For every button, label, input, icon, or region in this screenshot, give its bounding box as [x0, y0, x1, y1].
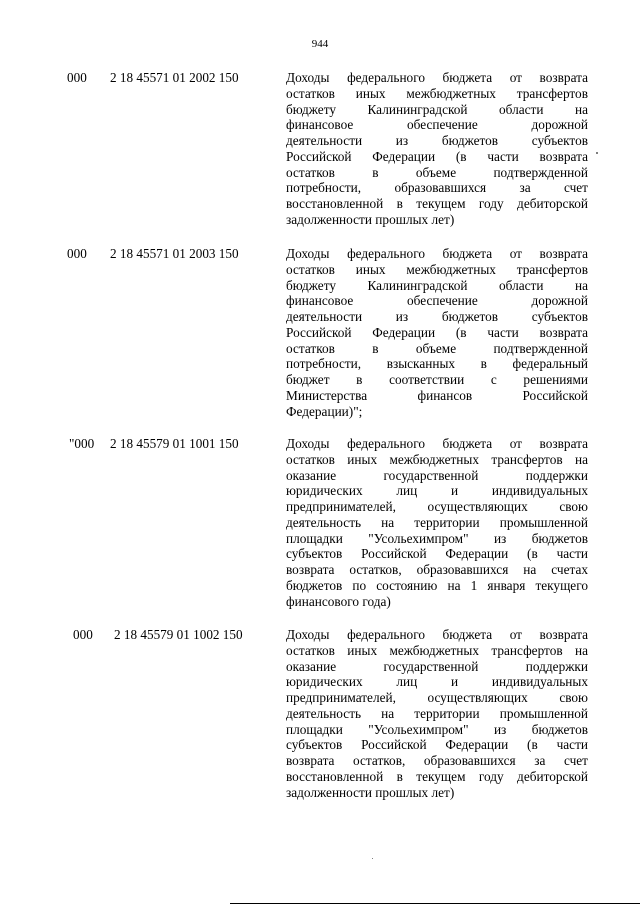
description-line: площадки "Усольехимпром" из бюджетов — [286, 721, 588, 737]
description-line: остатков иных межбюджетных трансфертов — [286, 85, 588, 101]
description-line: юридических лиц и индивидуальных — [286, 483, 588, 499]
description-line: предпринимателей, осуществляющих свою — [286, 499, 588, 514]
description-line: потребности, взысканных в федеральный — [286, 356, 588, 372]
budget-classification-code: 2 18 45571 01 2003 150 — [110, 246, 239, 261]
scan-edge-line — [230, 903, 640, 904]
admin-code: 000 — [67, 246, 87, 261]
page-number: 944 — [311, 38, 329, 50]
income-description — [286, 246, 588, 419]
income-description — [286, 627, 588, 800]
description-line: субъектов Российской Федерации (в части — [286, 546, 588, 562]
description-line: бюджетов по состоянию на 1 января текущего — [286, 577, 588, 593]
admin-code: 000 — [73, 627, 93, 642]
description-line: остатков в объеме подтвержденной — [286, 164, 588, 180]
description-line: Министерства финансов Российской — [286, 387, 588, 403]
income-description — [286, 70, 588, 228]
description-line: остатков иных межбюджетных трансфертов на — [286, 642, 588, 658]
description-line: Доходы федерального бюджета от возврата — [286, 70, 588, 85]
description-line: остатков в объеме подтвержденной — [286, 340, 588, 356]
admin-code: 000 — [67, 70, 87, 85]
description-line: финансовое обеспечение дорожной — [286, 117, 588, 133]
description-line: финансовое обеспечение дорожной — [286, 293, 588, 309]
description-line: восстановленной в текущем году дебиторской — [286, 768, 588, 784]
scan-speck — [372, 858, 373, 859]
description-line: восстановленной в текущем году дебиторской — [286, 196, 588, 211]
description-line: бюджету Калининградской области на — [286, 101, 588, 117]
admin-code: "000 — [69, 436, 95, 451]
description-line: остатков иных межбюджетных трансфертов на — [286, 451, 588, 467]
description-line: остатков иных межбюджетных трансфертов — [286, 261, 588, 277]
description-line: Доходы федерального бюджета от возврата — [286, 436, 588, 451]
description-line: Федерации)"; — [286, 403, 363, 419]
budget-classification-code: 2 18 45571 01 2002 150 — [110, 70, 239, 85]
description-line: Российской Федерации (в части возврата — [286, 148, 588, 164]
description-line: финансового года) — [286, 593, 391, 609]
description-line: бюджету Калининградской области на — [286, 277, 588, 293]
description-line: Доходы федерального бюджета от возврата — [286, 246, 588, 261]
description-line: возврата остатков, образовавшихся на счетах — [286, 562, 588, 577]
description-line: деятельности из бюджетов субъектов — [286, 133, 588, 148]
income-description — [286, 436, 588, 609]
scan-speck — [596, 152, 598, 154]
description-line: субъектов Российской Федерации (в части — [286, 737, 588, 753]
description-line: возврата остатков, образовавшихся за счет — [286, 753, 588, 768]
description-line: деятельности из бюджетов субъектов — [286, 309, 588, 324]
description-line: предпринимателей, осуществляющих свою — [286, 690, 588, 705]
description-line: Доходы федерального бюджета от возврата — [286, 627, 588, 642]
description-line: площадки "Усольехимпром" из бюджетов — [286, 530, 588, 546]
description-line: юридических лиц и индивидуальных — [286, 674, 588, 690]
description-line: потребности, образовавшихся за счет — [286, 180, 588, 196]
budget-classification-code: 2 18 45579 01 1001 150 — [110, 436, 239, 451]
budget-classification-code: 2 18 45579 01 1002 150 — [114, 627, 243, 642]
description-line: бюджет в соответствии с решениями — [286, 372, 588, 387]
description-line: оказание государственной поддержки — [286, 467, 588, 483]
description-line: задолженности прошлых лет) — [286, 211, 455, 227]
description-line: оказание государственной поддержки — [286, 658, 588, 674]
description-line: деятельность на территории промышленной — [286, 705, 588, 721]
description-line: задолженности прошлых лет) — [286, 784, 455, 800]
description-line: Российской Федерации (в части возврата — [286, 324, 588, 340]
description-line: деятельность на территории промышленной — [286, 514, 588, 530]
